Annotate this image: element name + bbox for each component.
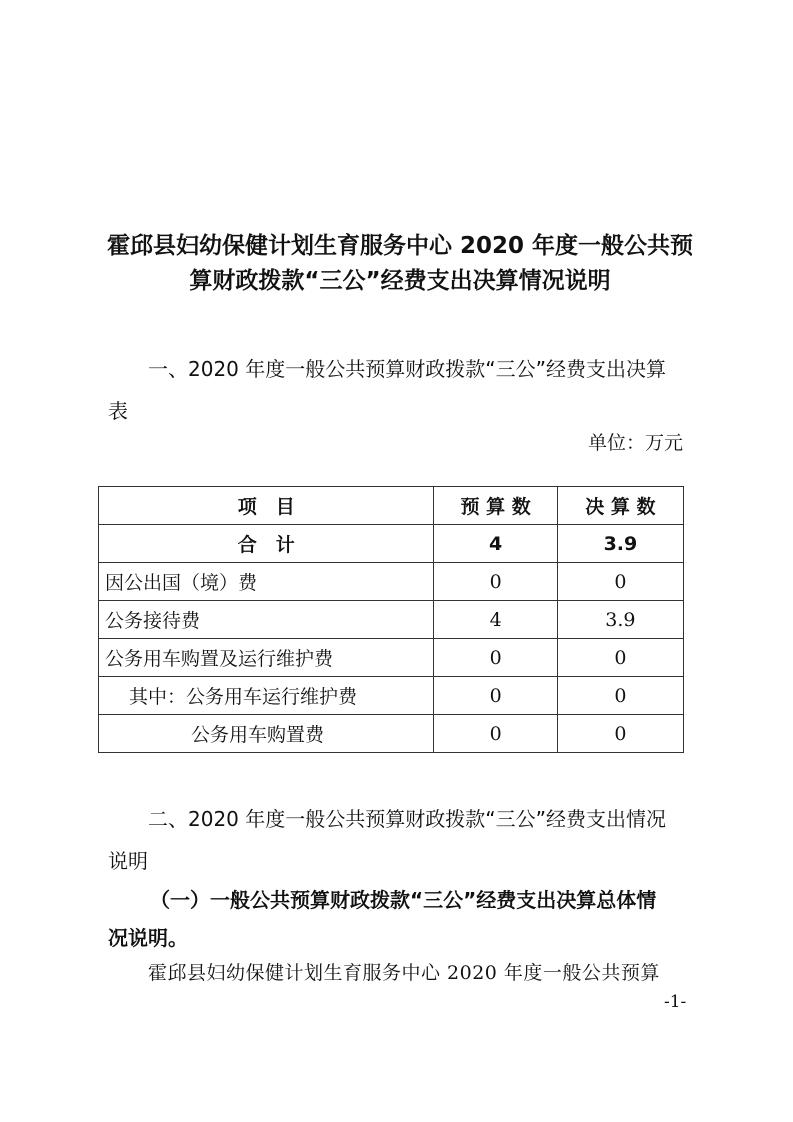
header-final: 决 算 数 bbox=[557, 487, 683, 525]
row-budget: 0 bbox=[434, 639, 557, 677]
three-public-expenses-table bbox=[98, 486, 684, 753]
row-final: 3.9 bbox=[557, 525, 683, 563]
table-row bbox=[99, 677, 684, 715]
row-item: 公务接待费 bbox=[99, 601, 434, 639]
subsection1-heading-line1: （一）一般公共预算财政拨款“三公”经费支出决算总体情 bbox=[150, 888, 657, 912]
table-row bbox=[99, 601, 684, 639]
table-header-row bbox=[99, 487, 684, 525]
unit-label: 单位：万元 bbox=[588, 432, 684, 454]
document-title-line2: 算财政拨款“三公”经费支出决算情况说明 bbox=[189, 268, 611, 294]
row-final: 0 bbox=[557, 563, 683, 601]
row-final: 0 bbox=[557, 639, 683, 677]
section1-heading-line1: 一、2020 年度一般公共预算财政拨款“三公”经费支出决算 bbox=[148, 357, 666, 381]
row-final: 3.9 bbox=[557, 601, 683, 639]
row-item: 其中：公务用车运行维护费 bbox=[99, 677, 434, 715]
table-row bbox=[99, 563, 684, 601]
page-number: -1- bbox=[664, 992, 687, 1012]
section1-heading-line2: 表 bbox=[108, 399, 128, 423]
section2-heading-line1: 二、2020 年度一般公共预算财政拨款“三公”经费支出情况 bbox=[148, 807, 666, 831]
row-final: 0 bbox=[557, 715, 683, 753]
row-budget: 4 bbox=[434, 525, 557, 563]
row-item: 合 计 bbox=[99, 525, 434, 563]
row-budget: 0 bbox=[434, 677, 557, 715]
body-paragraph-line1: 霍邱县妇幼保健计划生育服务中心 2020 年度一般公共预算 bbox=[148, 962, 660, 984]
section2-heading-line2: 说明 bbox=[108, 849, 148, 873]
header-item: 项 目 bbox=[99, 487, 434, 525]
row-final: 0 bbox=[557, 677, 683, 715]
document-title-line1: 霍邱县妇幼保健计划生育服务中心 2020 年度一般公共预 bbox=[106, 233, 694, 259]
table-row-total bbox=[99, 525, 684, 563]
row-budget: 0 bbox=[434, 715, 557, 753]
row-budget: 0 bbox=[434, 563, 557, 601]
header-budget: 预 算 数 bbox=[434, 487, 557, 525]
row-item: 公务用车购置费 bbox=[99, 715, 434, 753]
table-row bbox=[99, 715, 684, 753]
table-row bbox=[99, 639, 684, 677]
row-item: 因公出国（境）费 bbox=[99, 563, 434, 601]
subsection1-heading-line2: 况说明。 bbox=[108, 926, 188, 950]
row-budget: 4 bbox=[434, 601, 557, 639]
row-item: 公务用车购置及运行维护费 bbox=[99, 639, 434, 677]
